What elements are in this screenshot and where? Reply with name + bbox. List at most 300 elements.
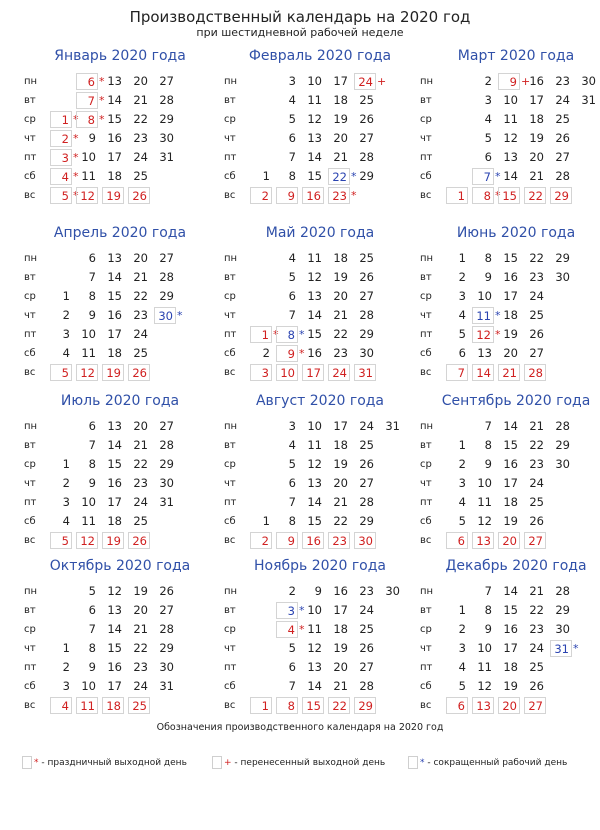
day-cell: 15 — [307, 169, 322, 183]
day-cell: 10 — [81, 679, 96, 693]
weekday-label: вт — [420, 272, 432, 283]
weekday-row — [22, 345, 218, 364]
day-cell: 4 — [62, 514, 70, 528]
day-cell: 19 — [333, 112, 348, 126]
day-cell: 18 — [503, 660, 518, 674]
day-cell: 14 — [107, 622, 122, 636]
weekday-label: сб — [24, 681, 36, 692]
month-block — [22, 558, 218, 728]
weekday-label: пт — [224, 662, 237, 673]
day-cell: 12 — [107, 584, 122, 598]
day-cell: 8 — [88, 289, 96, 303]
weekday-label: ср — [24, 459, 36, 470]
day-cell: 26 — [128, 364, 150, 381]
day-cell: 31 — [550, 640, 572, 657]
day-cell: 9 — [484, 270, 492, 284]
weekday-label: вт — [24, 272, 36, 283]
weekday-row — [418, 111, 600, 130]
month-title: Август 2020 года — [255, 393, 385, 409]
day-cell: 22 — [529, 251, 544, 265]
day-cell: 7 — [88, 438, 96, 452]
short-mark: * — [177, 309, 183, 322]
day-cell: 9 — [88, 476, 96, 490]
weekday-row — [222, 418, 418, 437]
day-cell: 28 — [159, 622, 174, 636]
day-cell: 12 — [477, 679, 492, 693]
day-cell: 26 — [359, 457, 374, 471]
day-cell: 1 — [446, 187, 468, 204]
day-cell: 3 — [276, 602, 298, 619]
day-cell: 2 — [250, 187, 272, 204]
day-cell: 19 — [133, 584, 148, 598]
weekday-label: вт — [420, 440, 432, 451]
weekday-row — [22, 187, 218, 206]
weekday-row — [222, 364, 418, 383]
day-cell: 15 — [307, 327, 322, 341]
day-cell: 14 — [107, 93, 122, 107]
day-cell: 7 — [446, 364, 468, 381]
holiday-mark: * — [73, 189, 79, 202]
day-cell: 1 — [458, 603, 466, 617]
day-cell: 8 — [484, 603, 492, 617]
weekday-label: чт — [24, 643, 36, 654]
month-block — [222, 558, 418, 728]
weekday-label: вс — [24, 190, 36, 201]
weekday-row — [22, 621, 218, 640]
weekday-row — [222, 326, 418, 345]
month-block — [418, 558, 600, 728]
holiday-mark: * — [299, 623, 305, 636]
day-cell: 7 — [288, 150, 296, 164]
weekday-row — [22, 288, 218, 307]
day-cell: 9 — [276, 532, 298, 549]
day-cell: 9 — [88, 660, 96, 674]
day-cell: 23 — [328, 532, 350, 549]
weekday-row — [222, 456, 418, 475]
day-cell: 27 — [159, 74, 174, 88]
weekday-label: пт — [420, 497, 433, 508]
weekday-label: пт — [224, 497, 237, 508]
day-cell: 3 — [288, 419, 296, 433]
day-cell: 12 — [307, 457, 322, 471]
day-cell: 24 — [529, 476, 544, 490]
day-cell: 8 — [76, 111, 98, 128]
day-cell: 9 — [314, 584, 322, 598]
day-cell: 14 — [307, 679, 322, 693]
day-cell: 1 — [62, 457, 70, 471]
day-cell: 16 — [107, 476, 122, 490]
day-cell: 17 — [107, 327, 122, 341]
day-cell: 22 — [133, 289, 148, 303]
day-cell: 24 — [328, 364, 350, 381]
weekday-label: чт — [24, 310, 36, 321]
day-cell: 20 — [333, 660, 348, 674]
day-cell: 19 — [333, 270, 348, 284]
weekday-label: пн — [24, 586, 38, 597]
day-cell: 27 — [159, 603, 174, 617]
day-cell: 15 — [107, 457, 122, 471]
weekday-label: пн — [420, 253, 434, 264]
day-cell: 4 — [50, 697, 72, 714]
day-cell: 18 — [333, 438, 348, 452]
holiday-mark: * — [73, 151, 79, 164]
weekday-row — [418, 269, 600, 288]
day-cell: 5 — [288, 641, 296, 655]
weekday-row — [22, 92, 218, 111]
weekday-label: вт — [420, 95, 432, 106]
day-cell: 9 — [88, 131, 96, 145]
day-cell: 6 — [88, 419, 96, 433]
day-cell: 27 — [159, 419, 174, 433]
weekday-label: пт — [420, 329, 433, 340]
day-cell: 23 — [333, 346, 348, 360]
weekday-label: пн — [24, 76, 38, 87]
day-cell: 27 — [524, 532, 546, 549]
day-cell: 28 — [524, 364, 546, 381]
day-cell: 27 — [555, 150, 570, 164]
day-cell: 5 — [458, 679, 466, 693]
day-cell: 25 — [128, 697, 150, 714]
day-cell: 1 — [250, 697, 272, 714]
day-cell: 19 — [333, 641, 348, 655]
weekday-label: ср — [420, 114, 432, 125]
day-cell: 22 — [133, 457, 148, 471]
day-cell: 23 — [529, 457, 544, 471]
short-mark: * — [299, 328, 305, 341]
day-cell: 26 — [359, 641, 374, 655]
day-cell: 26 — [159, 584, 174, 598]
day-cell: 28 — [555, 419, 570, 433]
day-cell: 6 — [76, 73, 98, 90]
month-block — [22, 225, 218, 395]
day-cell: 13 — [477, 346, 492, 360]
day-cell: 13 — [472, 532, 494, 549]
weekday-row — [22, 640, 218, 659]
weekday-label: пт — [224, 152, 237, 163]
day-cell: 29 — [159, 289, 174, 303]
holiday-mark: * — [99, 113, 105, 126]
day-cell: 26 — [555, 131, 570, 145]
day-cell: 11 — [81, 169, 96, 183]
weekday-label: пт — [24, 329, 37, 340]
weekday-label: чт — [24, 478, 36, 489]
weekday-row — [418, 73, 600, 92]
weekday-label: ср — [420, 291, 432, 302]
day-cell: 15 — [503, 251, 518, 265]
day-cell: 17 — [529, 93, 544, 107]
weekday-label: вс — [224, 700, 236, 711]
day-cell: 16 — [107, 660, 122, 674]
weekday-row — [418, 92, 600, 111]
day-cell: 22 — [133, 641, 148, 655]
weekday-row — [22, 326, 218, 345]
day-cell: 20 — [133, 603, 148, 617]
weekday-row — [22, 697, 218, 716]
day-cell: 7 — [288, 308, 296, 322]
day-cell: 23 — [555, 74, 570, 88]
day-cell: 18 — [107, 346, 122, 360]
day-cell: 30 — [154, 307, 176, 324]
day-cell: 1 — [262, 169, 270, 183]
day-cell: 9 — [88, 308, 96, 322]
weekday-row — [222, 475, 418, 494]
day-cell: 30 — [159, 476, 174, 490]
day-cell: 31 — [159, 495, 174, 509]
day-cell: 18 — [333, 622, 348, 636]
weekday-row — [22, 73, 218, 92]
day-cell: 15 — [307, 514, 322, 528]
legend-short — [408, 755, 567, 771]
day-cell: 7 — [288, 495, 296, 509]
day-cell: 28 — [159, 93, 174, 107]
day-cell: 28 — [359, 679, 374, 693]
day-cell: 21 — [529, 584, 544, 598]
holiday-mark: * — [73, 170, 79, 183]
day-cell: 17 — [503, 641, 518, 655]
day-cell: 14 — [107, 270, 122, 284]
day-cell: 19 — [102, 187, 124, 204]
weekday-label: ср — [24, 114, 36, 125]
day-cell: 11 — [472, 307, 494, 324]
day-cell: 15 — [503, 438, 518, 452]
day-cell: 11 — [307, 251, 322, 265]
day-cell: 12 — [76, 364, 98, 381]
day-cell: 12 — [472, 326, 494, 343]
day-cell: 2 — [262, 346, 270, 360]
weekday-label: сб — [24, 171, 36, 182]
weekday-row — [222, 345, 418, 364]
day-cell: 2 — [458, 457, 466, 471]
weekday-label: сб — [224, 516, 236, 527]
day-cell: 11 — [81, 514, 96, 528]
day-cell: 6 — [484, 150, 492, 164]
day-cell: 10 — [81, 150, 96, 164]
weekday-row — [418, 583, 600, 602]
day-cell: 23 — [133, 131, 148, 145]
weekday-label: вс — [420, 700, 432, 711]
holiday-mark: * — [99, 94, 105, 107]
weekday-row — [418, 288, 600, 307]
short-mark: * — [299, 604, 305, 617]
day-cell: 24 — [529, 289, 544, 303]
weekday-label: чт — [420, 478, 432, 489]
day-cell: 15 — [498, 187, 520, 204]
weekday-row — [22, 269, 218, 288]
weekday-label: сб — [224, 171, 236, 182]
weekday-row — [22, 678, 218, 697]
weekday-row — [222, 494, 418, 513]
weekday-row — [22, 583, 218, 602]
holiday-mark: * — [73, 132, 79, 145]
day-cell: 13 — [503, 150, 518, 164]
day-cell: 12 — [503, 131, 518, 145]
day-cell: 25 — [529, 308, 544, 322]
day-cell: 23 — [133, 660, 148, 674]
day-cell: 25 — [529, 660, 544, 674]
day-cell: 15 — [107, 641, 122, 655]
day-cell: 4 — [288, 438, 296, 452]
day-cell: 20 — [333, 289, 348, 303]
holiday-mark: * — [99, 75, 105, 88]
day-cell: 14 — [307, 308, 322, 322]
day-cell: 7 — [88, 270, 96, 284]
day-cell: 17 — [107, 495, 122, 509]
weekday-label: вт — [24, 95, 36, 106]
day-cell: 11 — [307, 93, 322, 107]
weekday-row — [418, 697, 600, 716]
weekday-label: вс — [24, 535, 36, 546]
holiday-mark: * — [73, 113, 79, 126]
day-cell: 6 — [288, 476, 296, 490]
weekday-row — [22, 659, 218, 678]
day-cell: 30 — [555, 622, 570, 636]
weekday-row — [222, 513, 418, 532]
legend-title: Обозначения производственного календаря на 2020 год — [156, 722, 444, 733]
day-cell: 8 — [472, 187, 494, 204]
day-cell: 3 — [458, 476, 466, 490]
day-cell: 5 — [458, 514, 466, 528]
weekday-row — [222, 149, 418, 168]
day-cell: 30 — [555, 270, 570, 284]
day-cell: 17 — [107, 679, 122, 693]
day-cell: 12 — [307, 270, 322, 284]
day-cell: 16 — [107, 131, 122, 145]
weekday-label: вт — [224, 95, 236, 106]
day-cell: 22 — [133, 112, 148, 126]
day-cell: 2 — [458, 270, 466, 284]
day-cell: 1 — [250, 326, 272, 343]
weekday-row — [418, 250, 600, 269]
day-cell: 4 — [484, 112, 492, 126]
month-title: Ноябрь 2020 года — [254, 558, 386, 574]
day-cell: 12 — [307, 112, 322, 126]
legend-transfer — [212, 755, 385, 771]
day-cell: 2 — [62, 660, 70, 674]
month-title: Февраль 2020 года — [248, 48, 392, 64]
day-cell: 30 — [385, 584, 400, 598]
day-cell: 14 — [503, 584, 518, 598]
weekday-row — [222, 168, 418, 187]
day-cell: 24 — [555, 93, 570, 107]
weekday-row — [22, 364, 218, 383]
weekday-row — [22, 307, 218, 326]
day-cell: 22 — [524, 187, 546, 204]
weekday-label: чт — [224, 643, 236, 654]
month-block — [418, 393, 600, 563]
day-cell: 17 — [333, 603, 348, 617]
weekday-label: вт — [224, 440, 236, 451]
weekday-label: вт — [24, 605, 36, 616]
weekday-row — [418, 168, 600, 187]
day-cell: 26 — [359, 270, 374, 284]
holiday-mark: * — [351, 189, 357, 202]
day-cell: 10 — [81, 495, 96, 509]
month-title: Январь 2020 года — [54, 48, 186, 64]
day-cell: 29 — [550, 187, 572, 204]
day-cell: 24 — [359, 419, 374, 433]
day-cell: 13 — [107, 74, 122, 88]
legend-short-symbol: * — [420, 758, 425, 768]
weekday-label: вс — [224, 367, 236, 378]
month-title: Апрель 2020 года — [53, 225, 187, 241]
day-cell: 21 — [333, 308, 348, 322]
day-cell: 1 — [62, 641, 70, 655]
weekday-row — [418, 475, 600, 494]
month-title: Июль 2020 года — [60, 393, 180, 409]
weekday-row — [418, 130, 600, 149]
day-cell: 12 — [76, 187, 98, 204]
weekday-label: сб — [24, 516, 36, 527]
day-cell: 6 — [288, 289, 296, 303]
day-cell: 30 — [159, 131, 174, 145]
day-cell: 9 — [484, 457, 492, 471]
day-cell: 24 — [133, 327, 148, 341]
day-cell: 21 — [498, 364, 520, 381]
day-cell: 15 — [107, 112, 122, 126]
holiday-mark: * — [299, 347, 305, 360]
day-cell: 5 — [288, 457, 296, 471]
day-cell: 25 — [359, 251, 374, 265]
weekday-row — [418, 659, 600, 678]
day-cell: 26 — [529, 514, 544, 528]
month-block — [22, 393, 218, 563]
short-mark: * — [351, 170, 357, 183]
weekday-label: пт — [420, 662, 433, 673]
day-cell: 21 — [333, 495, 348, 509]
day-cell: 16 — [333, 584, 348, 598]
day-cell: 30 — [354, 532, 376, 549]
weekday-label: ср — [224, 624, 236, 635]
day-cell: 21 — [133, 438, 148, 452]
day-cell: 8 — [484, 438, 492, 452]
short-mark: * — [495, 170, 501, 183]
weekday-row — [418, 494, 600, 513]
day-cell: 15 — [302, 697, 324, 714]
day-cell: 14 — [307, 495, 322, 509]
weekday-row — [418, 307, 600, 326]
weekday-row — [418, 678, 600, 697]
month-block — [418, 48, 600, 218]
day-cell: 16 — [503, 457, 518, 471]
weekday-label: ср — [420, 459, 432, 470]
day-cell: 17 — [107, 150, 122, 164]
weekday-row — [418, 149, 600, 168]
weekday-label: вс — [224, 190, 236, 201]
day-cell: 10 — [503, 93, 518, 107]
day-cell: 23 — [529, 270, 544, 284]
day-cell: 2 — [50, 130, 72, 147]
day-cell: 25 — [359, 622, 374, 636]
day-cell: 13 — [107, 419, 122, 433]
day-cell: 8 — [276, 697, 298, 714]
weekday-row — [222, 269, 418, 288]
day-cell: 22 — [328, 168, 350, 185]
weekday-row — [418, 532, 600, 551]
day-cell: 18 — [503, 308, 518, 322]
weekday-row — [418, 364, 600, 383]
day-cell: 19 — [102, 364, 124, 381]
weekday-label: вс — [420, 367, 432, 378]
day-cell: 17 — [333, 74, 348, 88]
day-cell: 29 — [354, 697, 376, 714]
month-title: Октябрь 2020 года — [49, 558, 191, 574]
weekday-label: пн — [420, 76, 434, 87]
holiday-mark: * — [495, 328, 501, 341]
weekday-row — [222, 678, 418, 697]
day-cell: 29 — [555, 438, 570, 452]
weekday-label: вс — [420, 535, 432, 546]
weekday-label: пн — [420, 586, 434, 597]
